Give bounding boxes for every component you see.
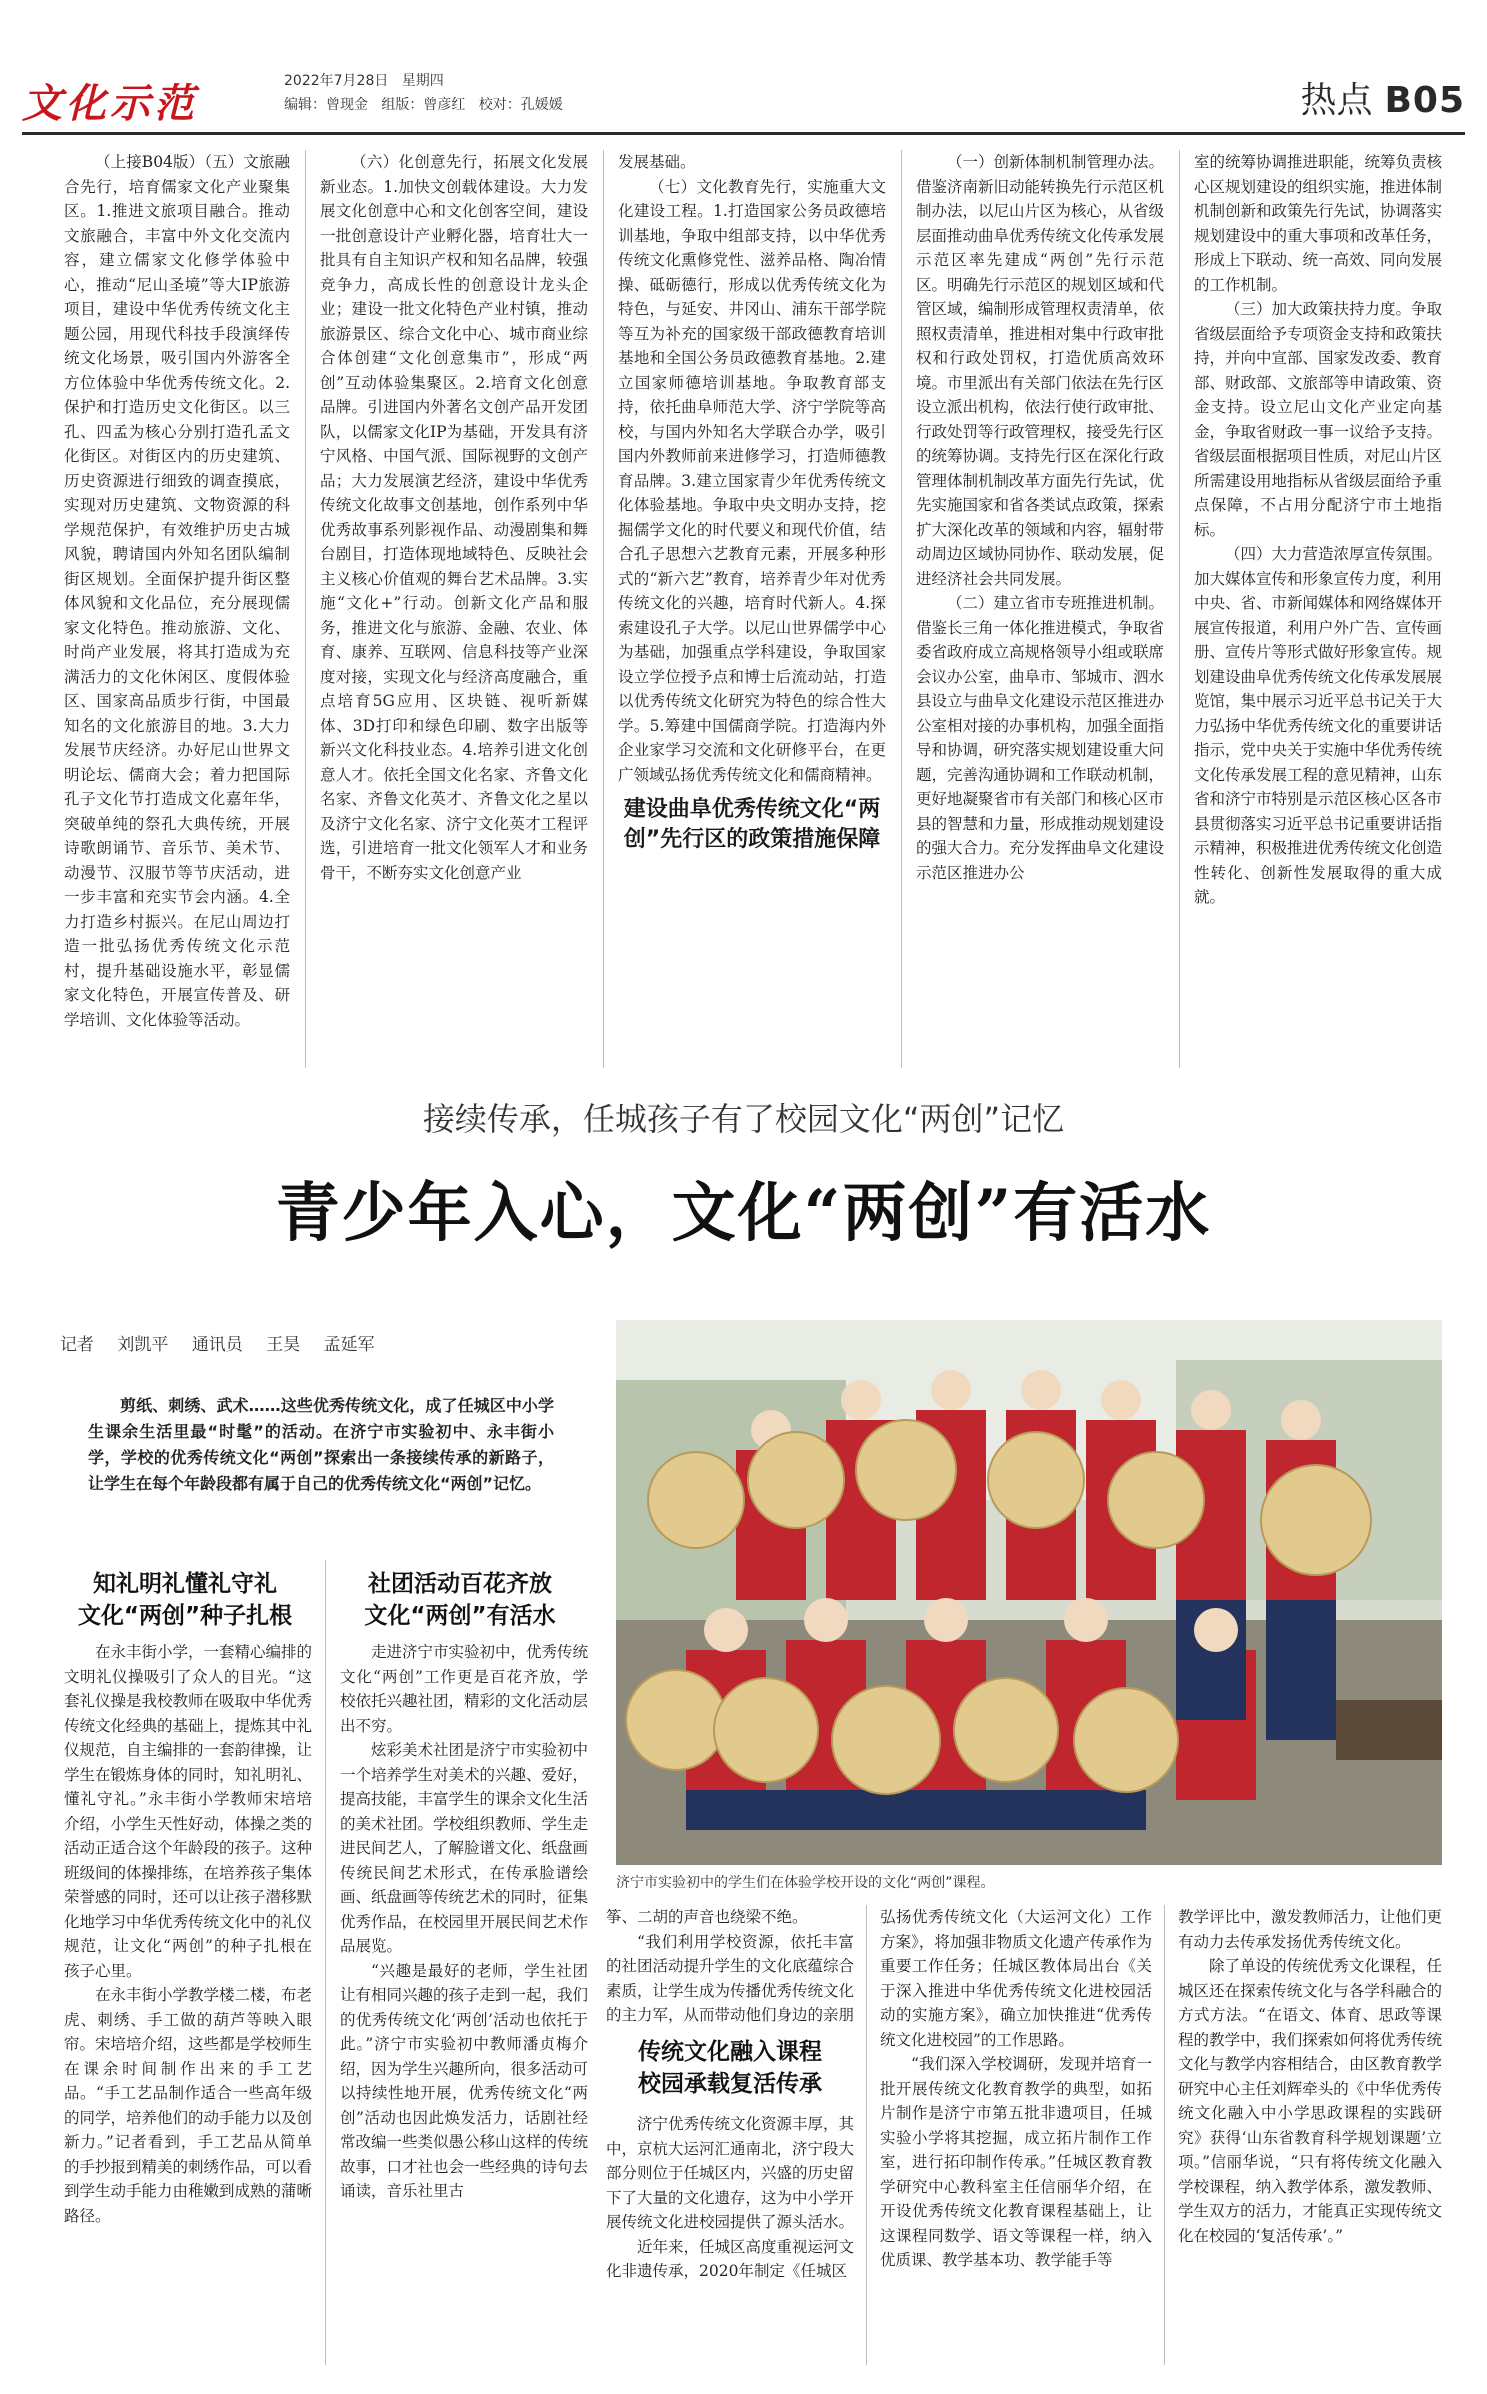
top-column-5: [1194, 150, 1442, 1068]
page-header: [22, 62, 1465, 135]
photo-caption: 济宁市实验初中的学生们在体验学校开设的文化“两创”课程。: [616, 1875, 995, 1891]
article-photo: [616, 1320, 1442, 1865]
paragraph: 近年来，任城区高度重视运河文化非遗传承，2020年制定《任城区: [606, 2237, 854, 2280]
byline-name: 王昊: [266, 1335, 301, 1355]
paragraph: 走进济宁市实验初中，优秀传统文化“两创”工作更是百花齐放，学校依托兴趣社团，精彩的文化活动层出不穷。: [340, 1643, 588, 1735]
paragraph: 发展基础。: [618, 153, 696, 171]
subheading-2-line-1: 社团活动百花齐放: [368, 1571, 552, 1597]
paragraph: （六）化创意先行，拓展文化发展新业态。1.加快文创载体建设。大力发展文化创意中心和文化创客空间，建设一批创意设计产业孵化器，培育壮大一批具有自主知识产权和知名品牌，较强竞争力，高成长性的创意设计龙头企业；建设一批文化特色产业村镇，推动旅游景区、综合文化中心、城市商业综合体创建“文化创意集市”，形成“两创”互动体验集聚区。2.培育文化创意品牌。引进国内外著名文创产品开发团队，以儒家文化IP为基础，开发具有济宁风格、中国气派、国际视野的文创产品；大力发展演艺经济，建设中华优秀传统文化故事文创基地，创作系列中华优秀故事系列影视作品、动漫剧集和舞台剧目，打造体现地域特色、反映社会主义核心价值观的舞台艺术品牌。3.实施“文化+”行动。创新文化产品和服务，推进文化与旅游、金融、农业、体育、康养、互联网、信息科技等产业深度对接，实现文化与经济高度融合，重点培育5G应用、区块链、视听新媒体、3D打印和绿色印刷、数字出版等新兴文化科技业态。4.培养引进文化创意人才。依托全国文化名家、齐鲁文化名家、齐鲁文化英才、齐鲁文化之星以及济宁文化名家、济宁文化英才工程评选，引进培育一批文化领军人才和业务骨干，不断夯实文化创意产业: [320, 153, 588, 882]
top-column-1: [64, 150, 290, 1068]
article-byline: [60, 1330, 393, 1355]
column-divider: [325, 1560, 326, 2365]
paragraph: “我们利用学校资源，依托丰富的社团活动提升学生的文化底蕴综合素质，让学生成为传播优秀传统文化的主力军，从而带动他们身边的亲朋: [606, 1932, 854, 2024]
paragraph: 筝、二胡的声音也绕梁不绝。: [606, 1908, 808, 1926]
top-column-4: [916, 150, 1164, 1068]
byline-name: 刘凯平: [117, 1335, 169, 1355]
paragraph: “兴趣是最好的老师，学生社团让有相同兴趣的孩子走到一起，我们的优秀传统文化‘两创’活动也依托于此。”济宁市实验初中教师潘贞梅介绍，因为学生兴趣所向，很多活动可以持续性地开展，优秀传统文化“两创”活动也因此焕发活力，话剧社经常改编一些类似愚公移山这样的传统故事，口才社也会一些经典的诗句去诵读，音乐社里古: [340, 1961, 588, 2200]
editor-credit: 编辑：曾现金: [284, 97, 368, 113]
byline-role: 记者: [60, 1335, 94, 1355]
paragraph: 在永丰街小学，一套精心编排的文明礼仪操吸引了众人的目光。“这套礼仪操是我校教师在吸取中华优秀传统文化经典的基础上，提炼其中礼仪规范，自主编排的一套韵律操，让学生在锻炼身体的同时，知礼明礼、懂礼守礼。”永丰街小学教师宋培培介绍，小学生天性好动，体操之类的活动正适合这个年龄段的孩子。这种班级间的体操排练，在培养孩子集体荣誉感的同时，还可以让孩子潜移默化地学习中华优秀传统文化中的礼仪规范，让文化“两创”的种子扎根在孩子心里。: [64, 1643, 312, 1980]
proof-credit: 校对：孔媛媛: [478, 97, 563, 113]
paragraph: “我们深入学校调研，发现并培育一批开展传统文化教育教学的典型，如拓片制作是济宁市第五批非遗项目，任城实验小学将其挖掘，成立拓片制作工作室，进行拓印制作传承。”任城区教育教学研究中心教科室主任信丽华介绍，在开设优秀传统文化教育课程基础上，让这课程同数学、语文等课程一样，纳入优质课、教学基本功、教学能手等: [880, 2055, 1152, 2269]
lead-paragraph: 剪纸、刺绣、武术……这些优秀传统文化，成了任城区中小学生课余生活里最“时髦”的活动。在济宁市实验初中、永丰街小学，学校的优秀传统文化“两创”探索出一条接续传承的新路子，让学生在每个年龄段都有属于自己的优秀传统文化“两创”记忆。: [88, 1396, 554, 1493]
byline-role: 通讯员: [191, 1335, 243, 1355]
issue-date-line: [284, 70, 444, 90]
paragraph: （二）建立省市专班推进机制。借鉴长三角一体化推进模式，争取省委省政府成立高规格领导小组或联席会议办公室，曲阜市、邹城市、泗水县设立与曲阜文化建设示范区推进办公室相对接的办事机构，加强全面指导和协调，研究落实规划建设重大问题，完善沟通协调和工作联动机制，更好地凝聚省市有关部门和核心区市县的智慧和力量，形成推动规划建设的强大合力。充分发挥曲阜文化建设示范区推进办公: [916, 594, 1164, 882]
top-column-3: [618, 150, 886, 1068]
article-column-2: [340, 1640, 588, 2365]
subheading-1-line-1: 知礼明礼懂礼守礼: [93, 1571, 277, 1597]
subheading-1-line-2: 文化“两创”种子扎根: [77, 1603, 293, 1629]
subheading-2-line-2: 文化“两创”有活水: [364, 1603, 556, 1629]
article-kicker: 接续传承，任城孩子有了校园文化“两创”记忆: [422, 1100, 1065, 1138]
paragraph: （四）大力营造浓厚宣传氛围。加大媒体宣传和形象宣传力度，利用中央、省、市新闻媒体和网络媒体开展宣传报道，利用户外广告、宣传画册、宣传片等形式做好形象宣传。规划建设曲阜优秀传统文化传承发展展览馆，集中展示习近平总书记关于大力弘扬中华优秀传统文化的重要讲话指示，党中央关于实施中华优秀传统文化传承发展工程的意见精神，山东省和济宁市特别是示范区核心区各市县贯彻落实习近平总书记重要讲话指示精神，积极推进优秀传统文化创造性转化、创新性发展取得的重大成就。: [1194, 545, 1442, 906]
byline-name: 孟延军: [323, 1335, 375, 1355]
column-divider: [1179, 150, 1180, 1068]
article-column-5: [1178, 1905, 1442, 2365]
issue-weekday: 星期四: [401, 73, 444, 89]
article-headline: 青少年入心，文化“两创”有活水: [275, 1176, 1212, 1251]
paragraph: （七）文化教育先行，实施重大文化建设工程。1.打造国家公务员政德培训基地，争取中组部支持，以中华优秀传统文化熏修党性、滋养品格、陶冶情操、砥砺德行，形成以优秀传统文化为特色，与延安、井冈山、浦东干部学院等互为补充的国家级干部政德教育培训基地和全国公务员政德教育基地。2.建立国家师德培训基地。争取教育部支持，依托曲阜师范大学、济宁学院等高校，与国内外知名大学联合办学，吸引国内外教师前来进修学习，打造师德教育品牌。3.建立国家青少年优秀传统文化体验基地。争取中央文明办支持，挖掘儒学文化的时代要义和现代价值，结合孔子思想六艺教育元素，开展多种形式的“新六艺”教育，培养青少年对优秀传统文化的兴趣，培育时代新人。4.探索建设孔子大学。以尼山世界儒学中心为基础，加强重点学科建设，争取国家设立学位授予点和博士后流动站，打造以优秀传统文化研究为特色的综合性大学。5.筹建中国儒商学院。打造海内外企业家学习交流和文化研修平台，在更广领域弘扬优秀传统文化和儒商精神。: [618, 177, 886, 784]
paragraph: （一）创新体制机制管理办法。借鉴济南新旧动能转换先行示范区机制办法，以尼山片区为核心，从省级层面推动曲阜优秀传统文化传承发展示范区率先建成“两创”先行示范区。明确先行示范区的规划区域和代管区域，编制形成管理权责清单，依照权责清单，推进相对集中行政审批权和行政处罚权，打造优质高效环境。市里派出有关部门依法在先行区设立派出机构，依法行使行政审批、行政处罚等行政管理权，接受先行区的统筹协调。支持先行区在深化行政管理体制机制改革方面先行先试，优先实施国家和省各类试点政策，探索扩大深化改革的领域和内容，辐射带动周边区域协同协作、联动发展，促进经济社会共同发展。: [916, 153, 1164, 588]
subheading-3-line-2: 校园承载复活传承: [638, 2071, 822, 2097]
section-label: [1300, 72, 1465, 123]
paragraph: 弘扬优秀传统文化（大运河文化）工作方案》，将加强非物质文化遗产传承作为重要工作任务；任城区教体局出台《关于深入推进中华优秀传统文化进校园活动的实施方案》，确立加快推进“优秀传统文化进校园”的工作思路。: [880, 1908, 1152, 2049]
subheading-3-line-1: 传统文化融入课程: [638, 2039, 822, 2065]
page-number: B05: [1384, 80, 1465, 121]
paragraph: 教学评比中，激发教师活力，让他们更有动力去传承发扬优秀传统文化。: [1178, 1908, 1442, 1951]
issue-date: 2022年7月28日: [284, 73, 389, 89]
top-column-2: [320, 150, 588, 1068]
subheading-1: [60, 1568, 310, 1632]
article-column-1: [64, 1640, 312, 2365]
column-divider: [1164, 1905, 1165, 2365]
paragraph: （上接B04版）（五）文旅融合先行，培育儒家文化产业聚集区。1.推进文旅项目融合。推动文旅融合，丰富中外文化交流内容，建立儒家文化修学体验中心，推动“尼山圣境”等大IP旅游项目，建设中华优秀传统文化主题公园，用现代科技手段演绎传统文化场景，吸引国内外游客全方位体验中华优秀传统文化。2.保护和打造历史文化街区。以三孔、四孟为核心分别打造孔孟文化街区。对街区内的历史建筑、历史资源进行细致的调查摸底，实现对历史建筑、文物资源的科学规范保护，有效维护历史古城风貌，聘请国内外知名团队编制街区规划。全面保护提升街区整体风貌和文化品位，充分展现儒家文化特色。推动旅游、文化、时尚产业发展，将其打造成为充满活力的文化休闲区、度假体验区、国家高品质步行街，中国最知名的文化旅游目的地。3.大力发展节庆经济。办好尼山世界文明论坛、儒商大会；着力把国际孔子文化节打造成文化嘉年华，突破单纯的祭孔大典传统，开展诗歌朗诵节、音乐节、美术节、动漫节、汉服节等节庆活动，进一步丰富和充实节会内涵。4.全力打造乡村振兴。在尼山周边打造一批弘扬优秀传统文化示范村，提升基础设施水平，彰显儒家文化特色，开展宣传普及、研学培训、文化体验等活动。: [64, 153, 290, 1029]
paragraph: 室的统筹协调推进职能，统筹负责核心区规划建设的组织实施，推进体制机制创新和政策先行先试，协调落实规划建设中的重大事项和改革任务，形成上下联动、统一高效、同向发展的工作机制。: [1194, 153, 1442, 294]
paragraph: 在永丰街小学教学楼二楼，布老虎、刺绣、手工做的葫芦等映入眼帘。宋培培介绍，这些都是学校师生在课余时间制作出来的手工艺品。“手工艺品制作适合一些高年级的同学，培养他们的动手能力以及创新力。”记者看到，手工艺品从简单的手抄报到精美的刺绣作品，可以看到学生动手能力由稚嫩到成熟的蒲晰路径。: [64, 1986, 312, 2225]
column-divider: [866, 1905, 867, 2365]
paragraph: 济宁优秀传统文化资源丰厚，其中，京杭大运河汇通南北，济宁段大部分则位于任城区内，兴盛的历史留下了大量的文化遗存，这为中小学开展传统文化进校园提供了源头活水。: [606, 2115, 854, 2231]
article-column-4: [880, 1905, 1152, 2365]
brand-logo: 文化示范: [22, 81, 198, 127]
column-divider: [603, 150, 604, 1068]
article-column-3: [606, 1905, 854, 2025]
layout-credit: 组版：曾彦红: [381, 97, 466, 113]
paragraph: （三）加大政策扶持力度。争取省级层面给予专项资金支持和政策扶持，并向中宣部、国家发改委、教育部、财政部、文旅部等申请政策、资金支持。设立尼山文化产业定向基金，争取省财政一事一议给予支持。省级层面根据项目性质，对尼山片区所需建设用地指标从省级层面给予重点保障，不占用分配济宁市土地指标。: [1194, 300, 1442, 539]
paragraph: 炫彩美术社团是济宁市实验初中一个培养学生对美术的兴趣、爱好，提高技能，丰富学生的课余文化生活的美术社团。学校组织教师、学生走进民间艺人，了解脸谱文化、纸盘画传统民间艺术形式，在传承脸谱绘画、纸盘画等传统艺术的同时，征集优秀作品，在校园里开展民间艺术作品展览。: [340, 1741, 588, 1955]
column-divider: [305, 150, 306, 1068]
subheading-3: [606, 2036, 854, 2100]
policy-section-heading: 建设曲阜优秀传统文化“两创”先行区的政策措施保障: [623, 797, 881, 852]
article-lead: [88, 1393, 554, 1497]
staff-line: [284, 94, 563, 114]
article-column-3-lower: [606, 2112, 854, 2362]
paragraph: 除了单设的传统优秀文化课程，任城区还在探索传统文化与各学科融合的方式方法。“在语文、体育、思政等课程的教学中，我们探索如何将优秀传统文化与教学内容相结合，由区教育教学研究中心主任刘辉牵头的《中华优秀传统文化融入中小学思政课程的实践研究》获得‘山东省教育科学规划课题’立项。”信丽华说，“只有将传统文化融入学校课程，纳入教学体系，激发教师、学生双方的活力，才能真正实现传统文化在校园的‘复活传承’。”: [1178, 1957, 1442, 2245]
column-divider: [901, 150, 902, 1068]
subheading-2: [330, 1568, 590, 1632]
section-name: 热点: [1300, 80, 1373, 121]
